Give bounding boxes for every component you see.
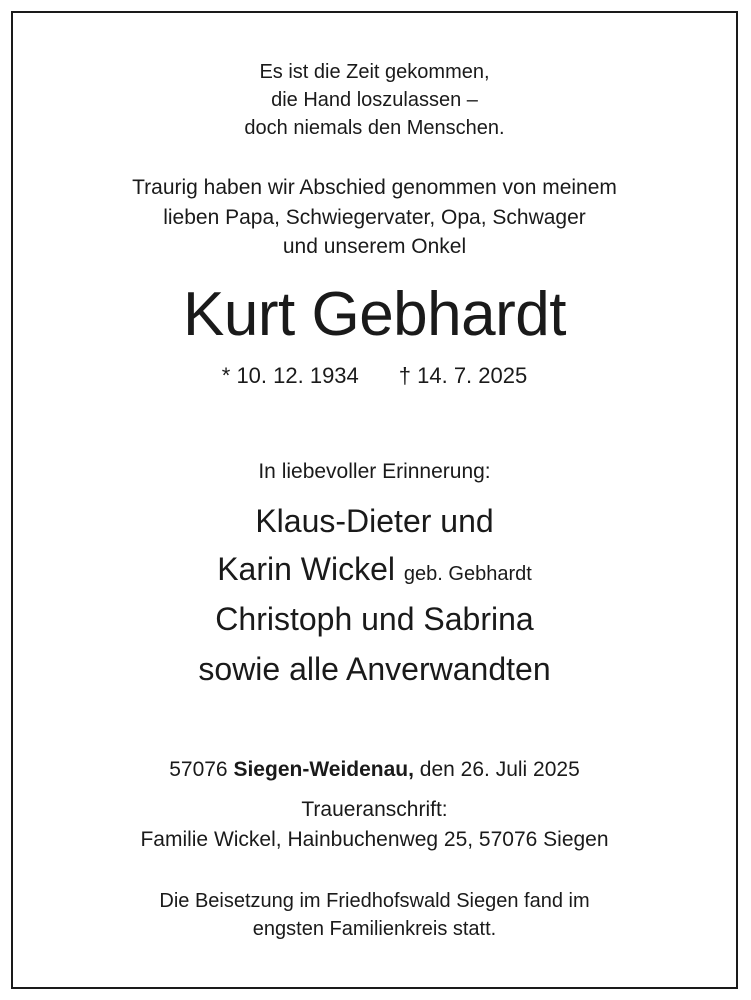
poem-line-1: Es ist die Zeit gekommen, — [259, 61, 490, 83]
life-dates — [13, 363, 736, 389]
intro-line-1: Traurig haben wir Abschied genommen von meinem — [132, 176, 617, 199]
obituary-notice — [11, 11, 738, 989]
place-city: Siegen-Weidenau, — [233, 758, 414, 781]
family-line-2 — [13, 551, 736, 588]
place-date-line — [13, 758, 736, 782]
deceased-name: Kurt Gebhardt — [183, 280, 566, 349]
family-line-1: Klaus-Dieter und — [255, 503, 494, 539]
family-line-4: sowie alle Anverwandten — [198, 651, 551, 687]
family-line-2-name: Karin Wickel — [217, 551, 396, 587]
address-label: Traueranschrift: — [301, 798, 448, 821]
poem-line-3: doch niemals den Menschen. — [244, 117, 505, 139]
death-date: † 14. 7. 2025 — [398, 363, 528, 388]
intro-line-3: und unserem Onkel — [282, 235, 467, 258]
family-line-2-note: geb. Gebhardt — [403, 563, 532, 585]
memory-heading: In liebevoller Erinnerung: — [258, 460, 491, 483]
family-line-3: Christoph und Sabrina — [215, 601, 534, 637]
birth-date: * 10. 12. 1934 — [221, 363, 359, 388]
burial-line-2: engsten Familienkreis statt. — [252, 918, 497, 940]
intro-line-2: lieben Papa, Schwiegervater, Opa, Schwager — [163, 206, 586, 229]
address: Familie Wickel, Hainbuchenweg 25, 57076 Siegen — [140, 828, 609, 851]
place-date: den 26. Juli 2025 — [419, 758, 580, 781]
burial-line-1: Die Beisetzung im Friedhofswald Siegen fand im — [159, 890, 590, 912]
place-zip: 57076 — [169, 758, 228, 781]
poem-line-2: die Hand loszulassen – — [271, 89, 478, 111]
